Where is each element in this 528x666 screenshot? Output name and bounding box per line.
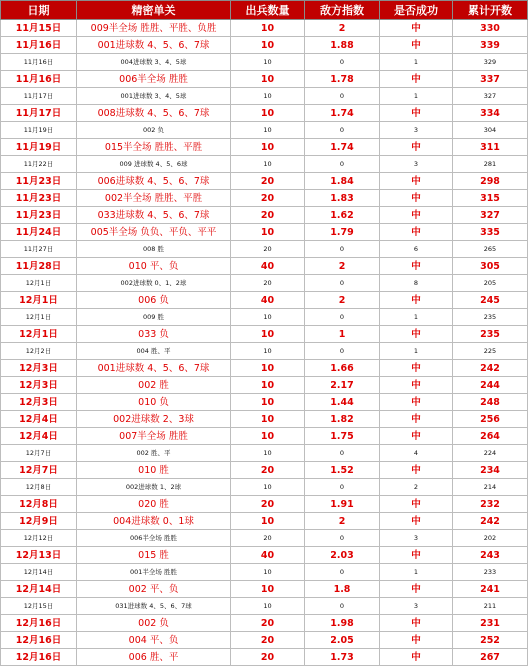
- cell-pick: 010 平、负: [77, 258, 231, 275]
- table-row: [1, 139, 528, 156]
- table-row: [1, 462, 528, 479]
- cell-total: 335: [453, 224, 528, 241]
- cell-result: 3: [380, 530, 453, 547]
- cell-index: 0: [305, 479, 380, 496]
- cell-date: 11月24日: [1, 224, 77, 241]
- cell-date: 11月28日: [1, 258, 77, 275]
- table-row: [1, 224, 528, 241]
- cell-index: 1.75: [305, 428, 380, 445]
- cell-total: 243: [453, 547, 528, 564]
- cell-index: 1.82: [305, 411, 380, 428]
- cell-index: 1.62: [305, 207, 380, 224]
- cell-total: 232: [453, 496, 528, 513]
- cell-index: 0: [305, 275, 380, 292]
- cell-pick: 020 胜: [77, 496, 231, 513]
- cell-date: 12月15日: [1, 598, 77, 615]
- cell-pick: 033 负: [77, 326, 231, 343]
- cell-index: 2.03: [305, 547, 380, 564]
- cell-date: 12月3日: [1, 394, 77, 411]
- table-row: [1, 564, 528, 581]
- cell-index: 1.74: [305, 139, 380, 156]
- cell-date: 12月3日: [1, 377, 77, 394]
- table-row: [1, 275, 528, 292]
- cell-pick: 004 平、负: [77, 632, 231, 649]
- cell-index: 0: [305, 156, 380, 173]
- table-row: [1, 173, 528, 190]
- cell-date: 12月12日: [1, 530, 77, 547]
- table-row: [1, 71, 528, 88]
- cell-quantity: 10: [231, 105, 305, 122]
- cell-index: 0: [305, 445, 380, 462]
- cell-index: 1.78: [305, 71, 380, 88]
- cell-date: 11月16日: [1, 37, 77, 54]
- cell-index: 2.17: [305, 377, 380, 394]
- cell-pick: 002 胜: [77, 377, 231, 394]
- cell-index: 0: [305, 88, 380, 105]
- cell-date: 11月16日: [1, 71, 77, 88]
- cell-pick: 001半全场 胜胜: [77, 564, 231, 581]
- cell-pick: 002 负: [77, 615, 231, 632]
- cell-quantity: 40: [231, 547, 305, 564]
- cell-total: 235: [453, 309, 528, 326]
- cell-quantity: 10: [231, 581, 305, 598]
- cell-date: 12月3日: [1, 360, 77, 377]
- cell-index: 1.44: [305, 394, 380, 411]
- cell-quantity: 20: [231, 241, 305, 258]
- cell-total: 304: [453, 122, 528, 139]
- cell-result: 中: [380, 71, 453, 88]
- cell-result: 1: [380, 54, 453, 71]
- cell-quantity: 20: [231, 649, 305, 666]
- cell-result: 中: [380, 632, 453, 649]
- cell-total: 252: [453, 632, 528, 649]
- cell-date: 12月9日: [1, 513, 77, 530]
- cell-result: 中: [380, 360, 453, 377]
- cell-quantity: 10: [231, 224, 305, 241]
- table-row: [1, 156, 528, 173]
- table-row: [1, 428, 528, 445]
- cell-index: 1.83: [305, 190, 380, 207]
- table-row: [1, 309, 528, 326]
- cell-date: 11月22日: [1, 156, 77, 173]
- cell-quantity: 10: [231, 156, 305, 173]
- cell-quantity: 20: [231, 190, 305, 207]
- cell-quantity: 10: [231, 54, 305, 71]
- cell-result: 中: [380, 173, 453, 190]
- cell-date: 12月7日: [1, 445, 77, 462]
- cell-quantity: 10: [231, 71, 305, 88]
- cell-total: 235: [453, 326, 528, 343]
- cell-total: 256: [453, 411, 528, 428]
- cell-date: 12月4日: [1, 428, 77, 445]
- header-quantity: 出兵数量: [231, 1, 305, 20]
- cell-index: 0: [305, 54, 380, 71]
- cell-pick: 006 胜、平: [77, 649, 231, 666]
- cell-result: 中: [380, 581, 453, 598]
- cell-date: 12月4日: [1, 411, 77, 428]
- cell-date: 12月13日: [1, 547, 77, 564]
- table-row: [1, 54, 528, 71]
- table-row: [1, 649, 528, 666]
- cell-quantity: 20: [231, 632, 305, 649]
- cell-date: 12月1日: [1, 309, 77, 326]
- cell-total: 327: [453, 207, 528, 224]
- table-row: [1, 632, 528, 649]
- cell-quantity: 10: [231, 88, 305, 105]
- table-row: [1, 377, 528, 394]
- table-row: [1, 530, 528, 547]
- cell-date: 12月16日: [1, 649, 77, 666]
- cell-date: 11月27日: [1, 241, 77, 258]
- cell-date: 11月17日: [1, 105, 77, 122]
- cell-date: 12月8日: [1, 479, 77, 496]
- cell-date: 11月17日: [1, 88, 77, 105]
- cell-index: 1.52: [305, 462, 380, 479]
- cell-total: 244: [453, 377, 528, 394]
- cell-total: 225: [453, 343, 528, 360]
- cell-result: 8: [380, 275, 453, 292]
- cell-pick: 002进球数 2、3球: [77, 411, 231, 428]
- cell-result: 1: [380, 88, 453, 105]
- cell-index: 1.88: [305, 37, 380, 54]
- table-row: [1, 122, 528, 139]
- cell-total: 264: [453, 428, 528, 445]
- cell-quantity: 10: [231, 513, 305, 530]
- table-row: [1, 20, 528, 37]
- header-row: [1, 1, 528, 20]
- cell-total: 214: [453, 479, 528, 496]
- cell-index: 2: [305, 292, 380, 309]
- cell-result: 中: [380, 20, 453, 37]
- cell-date: 12月1日: [1, 292, 77, 309]
- cell-result: 中: [380, 547, 453, 564]
- cell-pick: 004进球数 3、4、5球: [77, 54, 231, 71]
- cell-quantity: 10: [231, 309, 305, 326]
- cell-quantity: 10: [231, 20, 305, 37]
- cell-quantity: 20: [231, 496, 305, 513]
- cell-index: 1.84: [305, 173, 380, 190]
- table-row: [1, 292, 528, 309]
- cell-quantity: 10: [231, 479, 305, 496]
- cell-quantity: 20: [231, 462, 305, 479]
- cell-quantity: 40: [231, 258, 305, 275]
- cell-quantity: 20: [231, 275, 305, 292]
- cell-pick: 001进球数 3、4、5球: [77, 88, 231, 105]
- cell-date: 12月8日: [1, 496, 77, 513]
- cell-total: 305: [453, 258, 528, 275]
- cell-index: 1.66: [305, 360, 380, 377]
- cell-pick: 015半全场 胜胜、平胜: [77, 139, 231, 156]
- cell-total: 315: [453, 190, 528, 207]
- cell-quantity: 10: [231, 445, 305, 462]
- cell-result: 中: [380, 224, 453, 241]
- cell-total: 337: [453, 71, 528, 88]
- cell-index: 0: [305, 241, 380, 258]
- cell-pick: 006半全场 胜胜: [77, 530, 231, 547]
- cell-index: 1.74: [305, 105, 380, 122]
- table-row: [1, 513, 528, 530]
- cell-quantity: 10: [231, 428, 305, 445]
- cell-total: 231: [453, 615, 528, 632]
- cell-result: 中: [380, 105, 453, 122]
- cell-total: 248: [453, 394, 528, 411]
- table-row: [1, 207, 528, 224]
- cell-pick: 006 负: [77, 292, 231, 309]
- cell-total: 245: [453, 292, 528, 309]
- cell-pick: 010 负: [77, 394, 231, 411]
- table-row: [1, 343, 528, 360]
- cell-quantity: 10: [231, 598, 305, 615]
- cell-index: 0: [305, 122, 380, 139]
- cell-quantity: 10: [231, 564, 305, 581]
- cell-total: 233: [453, 564, 528, 581]
- cell-quantity: 20: [231, 615, 305, 632]
- cell-pick: 002 负: [77, 122, 231, 139]
- cell-total: 339: [453, 37, 528, 54]
- cell-quantity: 10: [231, 37, 305, 54]
- cell-pick: 004 胜、平: [77, 343, 231, 360]
- cell-date: 12月16日: [1, 632, 77, 649]
- cell-result: 1: [380, 564, 453, 581]
- cell-result: 2: [380, 479, 453, 496]
- cell-quantity: 20: [231, 207, 305, 224]
- cell-result: 中: [380, 190, 453, 207]
- cell-quantity: 20: [231, 173, 305, 190]
- cell-total: 265: [453, 241, 528, 258]
- cell-pick: 002半全场 胜胜、平胜: [77, 190, 231, 207]
- cell-date: 11月15日: [1, 20, 77, 37]
- cell-pick: 001进球数 4、5、6、7球: [77, 37, 231, 54]
- cell-result: 中: [380, 377, 453, 394]
- cell-result: 中: [380, 207, 453, 224]
- table-row: [1, 598, 528, 615]
- cell-result: 1: [380, 309, 453, 326]
- header-index: 敌方指数: [305, 1, 380, 20]
- cell-quantity: 40: [231, 292, 305, 309]
- cell-total: 211: [453, 598, 528, 615]
- cell-total: 267: [453, 649, 528, 666]
- cell-index: 0: [305, 343, 380, 360]
- cell-quantity: 10: [231, 343, 305, 360]
- table-row: [1, 258, 528, 275]
- cell-total: 330: [453, 20, 528, 37]
- header-date: 日期: [1, 1, 77, 20]
- cell-result: 中: [380, 139, 453, 156]
- cell-result: 中: [380, 513, 453, 530]
- cell-pick: 006半全场 胜胜: [77, 71, 231, 88]
- cell-total: 202: [453, 530, 528, 547]
- cell-result: 中: [380, 649, 453, 666]
- cell-pick: 009 胜: [77, 309, 231, 326]
- cell-total: 329: [453, 54, 528, 71]
- cell-quantity: 20: [231, 530, 305, 547]
- cell-index: 2: [305, 258, 380, 275]
- cell-pick: 002 平、负: [77, 581, 231, 598]
- cell-quantity: 10: [231, 411, 305, 428]
- cell-quantity: 10: [231, 360, 305, 377]
- cell-total: 281: [453, 156, 528, 173]
- cell-result: 1: [380, 343, 453, 360]
- table-row: [1, 581, 528, 598]
- cell-total: 334: [453, 105, 528, 122]
- cell-total: 224: [453, 445, 528, 462]
- cell-quantity: 10: [231, 122, 305, 139]
- cell-index: 0: [305, 564, 380, 581]
- cell-total: 298: [453, 173, 528, 190]
- table-row: [1, 360, 528, 377]
- cell-total: 242: [453, 360, 528, 377]
- cell-date: 11月23日: [1, 173, 77, 190]
- cell-result: 3: [380, 598, 453, 615]
- cell-date: 12月1日: [1, 326, 77, 343]
- table-row: [1, 190, 528, 207]
- cell-date: 11月23日: [1, 207, 77, 224]
- cell-pick: 031进球数 4、5、6、7球: [77, 598, 231, 615]
- table-row: [1, 479, 528, 496]
- cell-index: 2: [305, 513, 380, 530]
- table-row: [1, 445, 528, 462]
- cell-pick: 008进球数 4、5、6、7球: [77, 105, 231, 122]
- cell-date: 12月2日: [1, 343, 77, 360]
- header-pick: 精密单关: [77, 1, 231, 20]
- cell-date: 11月23日: [1, 190, 77, 207]
- cell-result: 中: [380, 462, 453, 479]
- cell-total: 311: [453, 139, 528, 156]
- cell-result: 中: [380, 411, 453, 428]
- cell-date: 12月1日: [1, 275, 77, 292]
- cell-date: 11月16日: [1, 54, 77, 71]
- cell-pick: 006进球数 4、5、6、7球: [77, 173, 231, 190]
- cell-date: 12月16日: [1, 615, 77, 632]
- cell-result: 中: [380, 496, 453, 513]
- cell-index: 0: [305, 309, 380, 326]
- cell-result: 3: [380, 122, 453, 139]
- cell-index: 1.91: [305, 496, 380, 513]
- table-row: [1, 105, 528, 122]
- cell-date: 12月14日: [1, 581, 77, 598]
- cell-pick: 009 进球数 4、5、6球: [77, 156, 231, 173]
- cell-index: 0: [305, 598, 380, 615]
- cell-result: 中: [380, 428, 453, 445]
- cell-total: 241: [453, 581, 528, 598]
- cell-pick: 002进球数 1、2球: [77, 479, 231, 496]
- table-row: [1, 37, 528, 54]
- table-row: [1, 241, 528, 258]
- cell-total: 205: [453, 275, 528, 292]
- cell-index: 1.8: [305, 581, 380, 598]
- cell-date: 11月19日: [1, 139, 77, 156]
- cell-index: 2.05: [305, 632, 380, 649]
- header-success: 是否成功: [380, 1, 453, 20]
- cell-quantity: 10: [231, 377, 305, 394]
- table-row: [1, 411, 528, 428]
- cell-pick: 008 胜: [77, 241, 231, 258]
- table-row: [1, 547, 528, 564]
- cell-result: 中: [380, 326, 453, 343]
- cell-pick: 002进球数 0、1、2球: [77, 275, 231, 292]
- cell-pick: 004进球数 0、1球: [77, 513, 231, 530]
- cell-result: 中: [380, 258, 453, 275]
- cell-pick: 033进球数 4、5、6、7球: [77, 207, 231, 224]
- cell-result: 4: [380, 445, 453, 462]
- cell-pick: 001进球数 4、5、6、7球: [77, 360, 231, 377]
- cell-date: 12月7日: [1, 462, 77, 479]
- cell-total: 327: [453, 88, 528, 105]
- cell-result: 中: [380, 37, 453, 54]
- table-row: [1, 496, 528, 513]
- cell-index: 1.73: [305, 649, 380, 666]
- cell-pick: 002 胜、平: [77, 445, 231, 462]
- cell-index: 0: [305, 530, 380, 547]
- cell-index: 1.98: [305, 615, 380, 632]
- cell-date: 12月14日: [1, 564, 77, 581]
- cell-total: 234: [453, 462, 528, 479]
- table-row: [1, 88, 528, 105]
- cell-index: 1: [305, 326, 380, 343]
- cell-date: 11月19日: [1, 122, 77, 139]
- cell-pick: 015 胜: [77, 547, 231, 564]
- cell-result: 中: [380, 292, 453, 309]
- table-row: [1, 326, 528, 343]
- cell-quantity: 10: [231, 394, 305, 411]
- table-row: [1, 615, 528, 632]
- cell-result: 3: [380, 156, 453, 173]
- cell-pick: 005半全场 负负、平负、平平: [77, 224, 231, 241]
- table-row: [1, 394, 528, 411]
- cell-index: 2: [305, 20, 380, 37]
- cell-quantity: 10: [231, 139, 305, 156]
- cell-result: 中: [380, 615, 453, 632]
- cell-pick: 009半全场 胜胜、平胜、负胜: [77, 20, 231, 37]
- cell-quantity: 10: [231, 326, 305, 343]
- table-body: [1, 20, 528, 666]
- cell-pick: 010 胜: [77, 462, 231, 479]
- cell-result: 6: [380, 241, 453, 258]
- cell-pick: 007半全场 胜胜: [77, 428, 231, 445]
- header-total: 累计开数: [453, 1, 528, 20]
- cell-total: 242: [453, 513, 528, 530]
- cell-result: 中: [380, 394, 453, 411]
- cell-index: 1.79: [305, 224, 380, 241]
